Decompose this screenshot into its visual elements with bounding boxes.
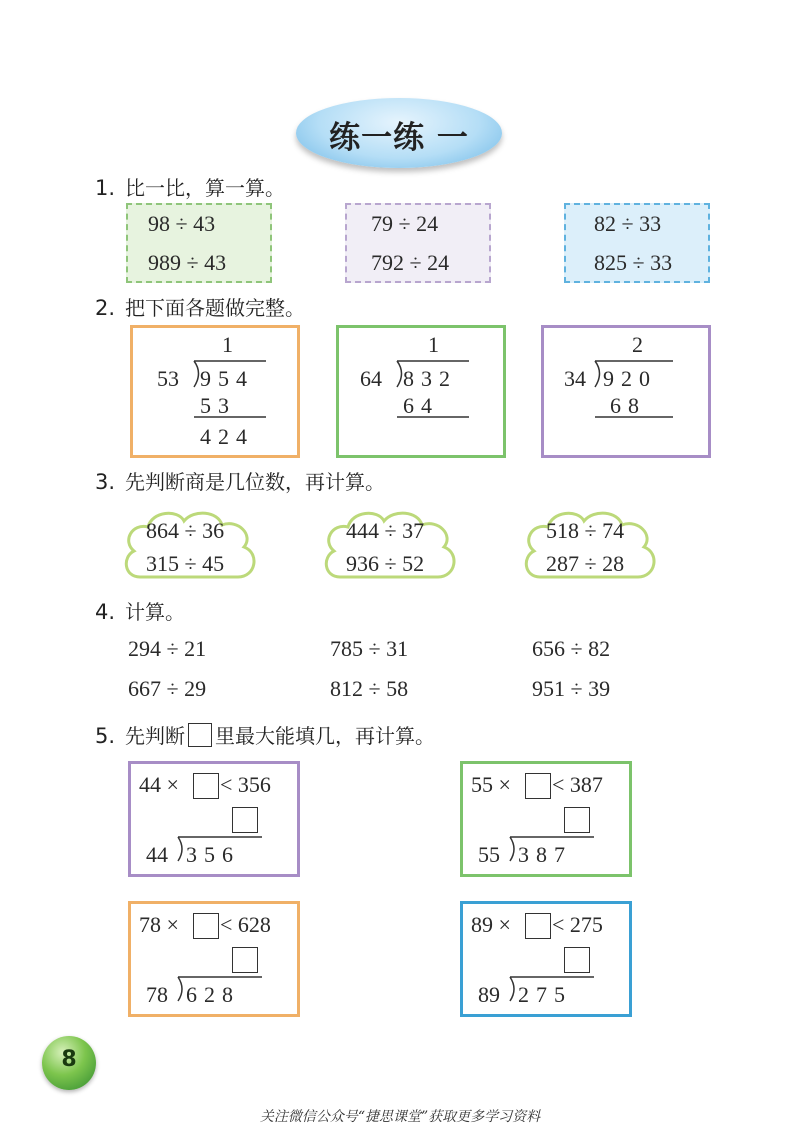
q1-box-3-expr-b: 825 ÷ 33 (594, 250, 673, 275)
q4-item-1: 294 ÷ 21 (128, 636, 207, 661)
q4-item-5: 812 ÷ 58 (330, 676, 409, 701)
q3-cloud-1-expr-b: 315 ÷ 45 (146, 551, 225, 576)
q5-4-divisor: 89 (478, 982, 500, 1007)
q3-heading (95, 466, 385, 495)
q5-2-dividend: 387 (518, 842, 572, 867)
q2-2-divisor: 64 (360, 366, 382, 391)
q5-3-dividend: 628 (186, 982, 240, 1007)
q4-text: 计算。 (125, 600, 186, 624)
q1-box-1-expr-a: 98 ÷ 43 (148, 211, 216, 236)
q2-1-quotient: 1 (222, 332, 233, 357)
q3-number: 3. (95, 470, 116, 494)
q5-4-factor: 89 × (471, 912, 511, 937)
q2-2-dividend: 832 (403, 366, 457, 391)
q1-box-1-expr-b: 989 ÷ 43 (148, 250, 227, 275)
q5-4-compare: < 275 (552, 912, 603, 937)
q5-number: 5. (95, 724, 116, 748)
q2-1-dividend: 954 (200, 366, 254, 391)
q2-2-quotient: 1 (428, 332, 439, 357)
q5-1-divisor: 44 (146, 842, 168, 867)
q2-3-quotient: 2 (632, 332, 643, 357)
q5-3-factor: 78 × (139, 912, 179, 937)
q2-3-divisor: 34 (564, 366, 586, 391)
q2-3-step1: 68 (610, 393, 646, 418)
q2-text: 把下面各题做完整。 (125, 296, 306, 320)
q5-2-factor: 55 × (471, 772, 511, 797)
q2-1-step2: 424 (200, 424, 254, 449)
q2-1-step1: 53 (200, 393, 236, 418)
q4-number: 4. (95, 600, 116, 624)
q4-item-3: 656 ÷ 82 (532, 636, 611, 661)
q2-3-dividend: 920 (603, 366, 657, 391)
q5-1-dividend: 356 (186, 842, 240, 867)
q1-box-2-expr-a: 79 ÷ 24 (371, 211, 439, 236)
page-number: 8 (61, 1047, 77, 1072)
q1-box-3-expr-a: 82 ÷ 33 (594, 211, 662, 236)
q5-heading (95, 720, 435, 749)
q5-text-before: 先判断 (125, 724, 186, 748)
q1-heading (95, 172, 285, 201)
footer-note: 关注微信公众号“捷思课堂”获取更多学习资料 (259, 1109, 541, 1125)
q1-box-2-expr-b: 792 ÷ 24 (371, 250, 450, 275)
q5-3-divisor: 78 (146, 982, 168, 1007)
q3-cloud-3-expr-b: 287 ÷ 28 (546, 551, 625, 576)
q3-cloud-2-expr-a: 444 ÷ 37 (346, 518, 425, 543)
q4-heading (95, 596, 185, 625)
q3-cloud-3-expr-a: 518 ÷ 74 (546, 518, 625, 543)
q5-heading-blank-box (188, 723, 212, 747)
q2-1-divisor: 53 (157, 366, 179, 391)
q4-item-6: 951 ÷ 39 (532, 676, 611, 701)
q4-item-2: 785 ÷ 31 (330, 636, 409, 661)
q3-cloud-1-expr-a: 864 ÷ 36 (146, 518, 225, 543)
q5-2-compare: < 387 (552, 772, 603, 797)
q5-3-compare: < 628 (220, 912, 271, 937)
q1-number: 1. (95, 176, 116, 200)
q1-text: 比一比，算一算。 (125, 176, 286, 200)
q5-1-factor: 44 × (139, 772, 179, 797)
page-title: 练一练 一 (329, 120, 469, 156)
q5-2-divisor: 55 (478, 842, 500, 867)
q5-text-after: 里最大能填几，再计算。 (215, 724, 436, 748)
q5-4-dividend: 275 (518, 982, 572, 1007)
q2-number: 2. (95, 296, 116, 320)
q5-1-compare: < 356 (220, 772, 271, 797)
q4-item-4: 667 ÷ 29 (128, 676, 207, 701)
q2-heading (95, 292, 305, 321)
q3-cloud-2-expr-b: 936 ÷ 52 (346, 551, 425, 576)
q2-2-step1: 64 (403, 393, 439, 418)
q3-text: 先判断商是几位数，再计算。 (125, 470, 386, 494)
